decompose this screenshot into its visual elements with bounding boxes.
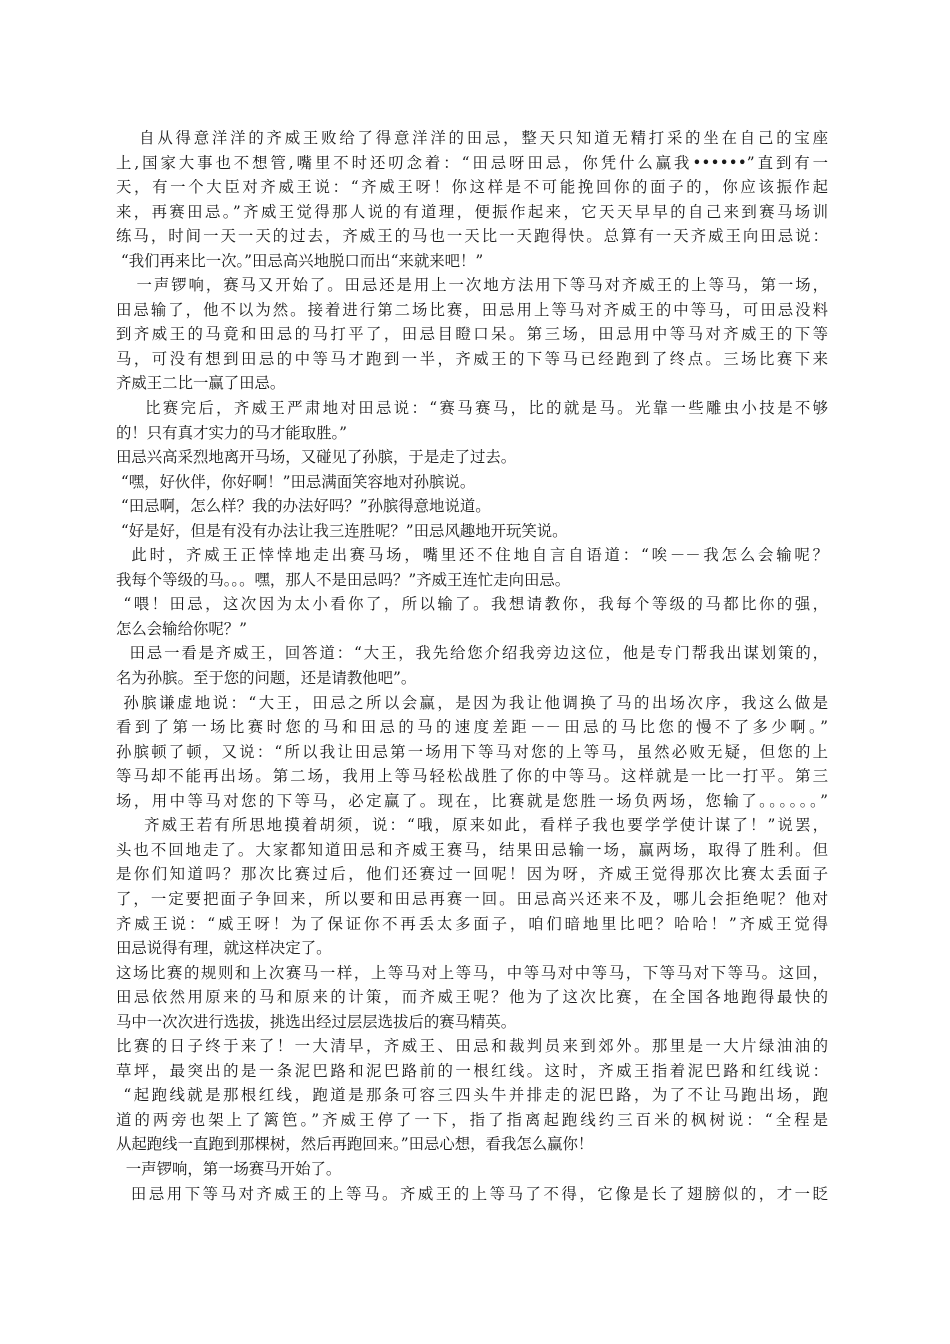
- text-line: 一声锣响，第一场赛马开始了。: [116, 1159, 342, 1178]
- text-line: 我每个等级的马。。。嘿，那人不是田忌吗？”齐威王连忙走向田忌。: [116, 570, 571, 589]
- text-line: “嘿，好伙伴，你好啊！”田忌满面笑容地对孙膑说。: [116, 472, 476, 491]
- text-line: 上,国家大事也不想管,嘴里不时还叨念着：“田忌呀田忌，你凭什么赢我••••••”直到有一: [116, 153, 828, 172]
- text-line: 马，可没有想到田忌的中等马才跑到一半，齐威王的下等马已经跑到了终点。三场比赛下来: [116, 349, 828, 368]
- text-line: 田忌依然用原来的马和原来的计策，而齐威王呢？他为了这次比赛，在全国各地跑得最快的: [116, 988, 828, 1007]
- text-line: 齐威王二比一赢了田忌。: [116, 374, 286, 393]
- text-line: 等马却不能再出场。第二场，我用上等马轻松战胜了你的中等马。这样就是一比一打平。第三: [116, 767, 828, 786]
- text-line: “好是好，但是有没有办法让我三连胜呢？”田忌风趣地开玩笑说。: [116, 521, 568, 540]
- text-line: 看到了第一场比赛时您的马和田忌的马的速度差距－－田忌的马比您的慢不了多少啊。”: [116, 718, 828, 737]
- text-line: 到齐威王的马竟和田忌的马打平了，田忌目瞪口呆。第三场，田忌用中等马对齐威王的下等: [116, 325, 828, 344]
- text-line: 田忌用下等马对齐威王的上等马。齐威王的上等马了不得，它像是长了翅膀似的，才一眨: [116, 1184, 828, 1203]
- text-line: 头也不回地走了。大家都知道田忌和齐威王赛马，结果田忌输一场，赢两场，取得了胜利。但: [116, 840, 828, 859]
- text-line: 此时，齐威王正悻悻地走出赛马场，嘴里还不住地自言自语道：“唉－－我怎么会输呢？: [116, 546, 828, 565]
- text-line: 孙膑谦虚地说：“大王，田忌之所以会赢，是因为我让他调换了马的出场次序，我这么做是: [116, 693, 828, 712]
- text-line: 田忌说得有理，就这样决定了。: [116, 939, 332, 958]
- text-line: 自从得意洋洋的齐威王败给了得意洋洋的田忌，整天只知道无精打采的坐在自己的宝座: [116, 129, 828, 147]
- text-line: 比赛的日子终于来了！一大清早，齐威王、田忌和裁判员来到郊外。那里是一大片绿油油的: [116, 1037, 828, 1056]
- text-line: 场，用中等马对您的下等马，必定赢了。现在，比赛就是您胜一场负两场，您输了。。。。。。”: [116, 791, 828, 810]
- text-line: “喂！田忌，这次因为太小看你了，所以输了。我想请教你，我每个等级的马都比你的强，: [116, 595, 828, 614]
- text-line: 从起跑线一直跑到那棵树，然后再跑回来。”田忌心想，看我怎么赢你！: [116, 1135, 594, 1154]
- text-line: 比赛完后，齐威王严肃地对田忌说：“赛马赛马，比的就是马。光靠一些雕虫小技是不够: [116, 399, 828, 418]
- text-line: 马中一次次进行选拔，挑选出经过层层选拔后的赛马精英。: [116, 1012, 517, 1031]
- text-line: 田忌一看是齐威王，回答道：“大王，我先给您介绍我旁边这位，他是专门帮我出谋划策的，: [116, 644, 828, 663]
- text-line: 练马，时间一天一天的过去，齐威王的马也一天比一天跑得快。总算有一天齐威王向田忌说：: [116, 227, 828, 246]
- text-line: 齐威王若有所思地摸着胡须，说：“哦，原来如此，看样子我也要学学使计谋了！”说罢，: [116, 816, 828, 835]
- text-line: 来，再赛田忌。”齐威王觉得那人说的有道理，便振作起来，它天天早早的自己来到赛马场训: [116, 202, 828, 221]
- text-line: 齐威王说：“威王呀！为了保证你不再丢太多面子，咱们暗地里比吧？哈哈！”齐威王觉得: [116, 914, 828, 933]
- text-line: 天，有一个大臣对齐威王说：“齐威王呀！你这样是不可能挽回你的面子的，你应该振作起: [116, 178, 828, 197]
- text-line: 是你们知道吗？那次比赛过后，他们还赛过一回呢！因为呀，齐威王觉得那次比赛太丢面子: [116, 865, 828, 884]
- text-line: “起跑线就是那根红线，跑道是那条可容三四头牛并排走的泥巴路，为了不让马跑出场，跑: [116, 1086, 828, 1105]
- text-line: 一声锣响，赛马又开始了。田忌还是用上一次地方法用下等马对齐威王的上等马，第一场，: [116, 276, 828, 295]
- text-line: 田忌兴高采烈地离开马场，又碰见了孙膑，于是走了过去。: [116, 448, 517, 467]
- document-page: [116, 126, 828, 1206]
- text-line: 孙膑顿了顿，又说：“所以我让田忌第一场用下等马对您的上等马，虽然必败无疑，但您的上: [116, 742, 828, 761]
- text-line: 了，一定要把面子争回来，所以要和田忌再赛一回。田忌高兴还来不及，哪儿会拒绝呢？他对: [116, 889, 828, 908]
- text-line: 草坪，最突出的是一条泥巴路和泥巴路前的一根红线。这时，齐威王指着泥巴路和红线说：: [116, 1061, 828, 1080]
- text-line: 道的两旁也架上了篱笆。”齐威王停了一下，指了指离起跑线约三百米的枫树说：“全程是: [116, 1110, 828, 1129]
- text-line: 田忌输了，他不以为然。接着进行第二场比赛，田忌用上等马对齐威王的中等马，可田忌没料: [116, 300, 828, 319]
- text-line: “我们再来比一次。”田忌高兴地脱口而出“来就来吧！”: [116, 251, 484, 270]
- text-line: 的！只有真才实力的马才能取胜。”: [116, 423, 348, 442]
- text-line: 这场比赛的规则和上次赛马一样，上等马对上等马，中等马对中等马，下等马对下等马。这回，: [116, 963, 828, 982]
- text-line: 怎么会输给你呢？”: [116, 619, 247, 638]
- text-line: “田忌啊，怎么样？我的办法好吗？”孙膑得意地说道。: [116, 497, 491, 516]
- text-line: 名为孙膑。至于您的问题，还是请教他吧”。: [116, 669, 417, 688]
